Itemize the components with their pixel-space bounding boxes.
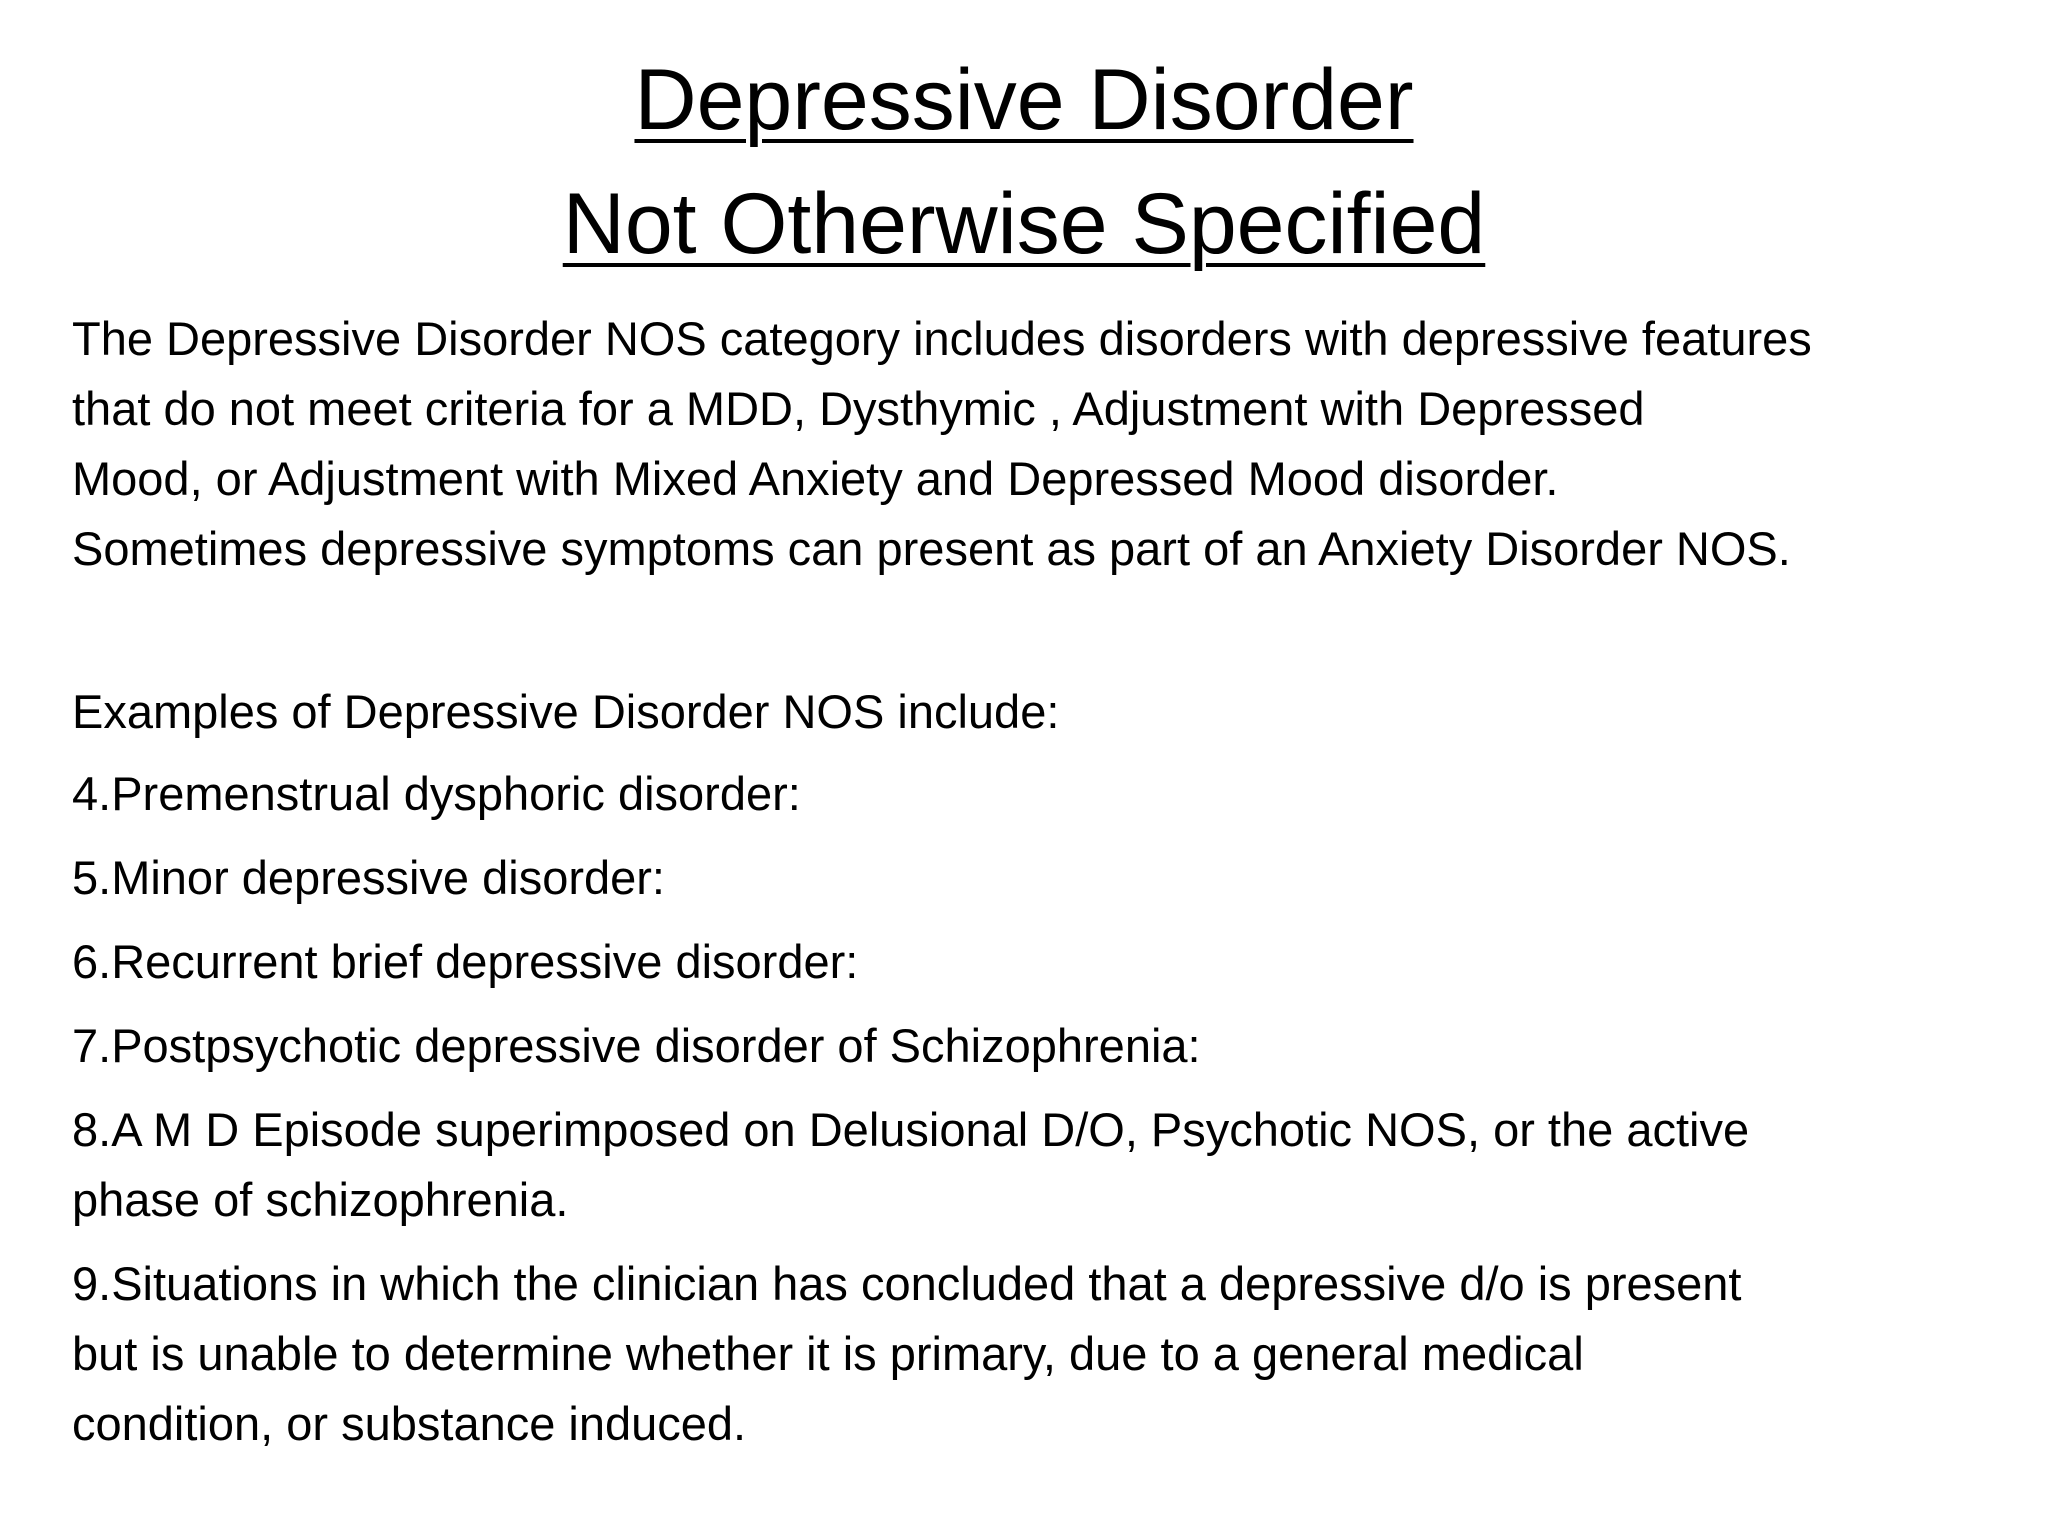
example-item-9: 9.Situations in which the clinician has concluded that a depressive d/o is present but is unable to determine whether it is primary, due to a general medical condition, or substance induced. <box>72 1257 1742 1450</box>
example-item-5: 5.Minor depressive disorder: <box>72 851 665 904</box>
title-line-1: Depressive Disorder <box>634 52 1414 148</box>
example-item-8: 8.A M D Episode superimposed on Delusional D/O, Psychotic NOS, or the active phase of schizophrenia. <box>72 1103 1750 1226</box>
example-item-6: 6.Recurrent brief depressive disorder: <box>72 935 859 988</box>
example-item-7: 7.Postpsychotic depressive disorder of Schizophrenia: <box>72 1019 1201 1072</box>
examples-list <box>72 759 2022 1459</box>
example-item-4: 4.Premenstrual dysphoric disorder: <box>72 767 801 820</box>
examples-heading: Examples of Depressive Disorder NOS include: <box>72 685 1060 738</box>
slide-title <box>0 38 2048 286</box>
title-line-2: Not Otherwise Specified <box>562 176 1486 272</box>
slide-body <box>72 304 2022 1473</box>
intro-paragraph: The Depressive Disorder NOS category includes disorders with depressive features that do not meet criteria for a MDD, Dysthymic , Adjustment with Depressed Mood, or Adjustment with Mixed Anxiety and Depressed Mood disorder. Sometimes depressive symptoms can present as part of an Anxiety Disorder NOS. <box>72 312 1812 575</box>
